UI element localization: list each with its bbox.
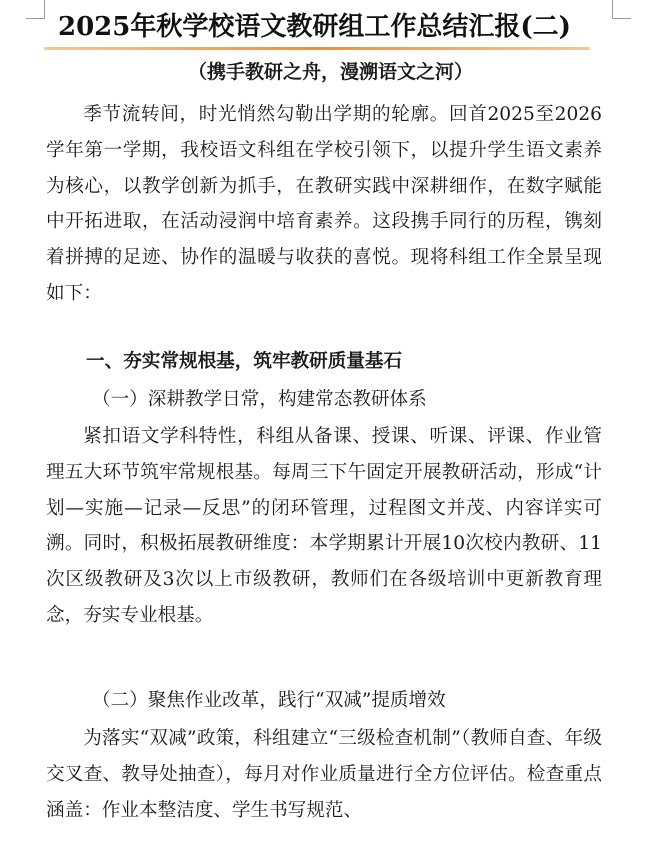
document-title: 2025年秋学校语文教研组工作总结汇报(二): [58, 12, 571, 42]
title-block: [44, 6, 590, 50]
body-paragraph-2: 为落实“双减”政策，科组建立“三级检查机制”（教师自查、年级交叉查、教导处抽查），每月对作业质量进行全方位评估。检查重点涵盖：作业本整洁度、学生书写规范、: [46, 728, 602, 821]
subsection-heading-2: （二）聚焦作业改革，践行“双减”提质增效: [92, 690, 446, 711]
crop-mark-top-left: [26, 0, 45, 19]
title-underline-rule: [44, 47, 590, 50]
document-subtitle: （携手教研之舟，漫溯语文之河）: [187, 61, 473, 83]
body-paragraph-1: 紧扣语文学科特性，科组从备课、授课、听课、评课、作业管理五大环节筑牢常规根基。每周三下午固定开展教研活动，形成“计划—实施—记录—反思”的闭环管理，过程图文并茂、内容详实可溯。同时，积极拓展教研维度：本学期累计开展10次校内教研、11次区级教研及3次以上市级教研，教师们在各级培训中更新教育理念，夯实专业根基。: [46, 426, 602, 626]
crop-mark-top-right: [612, 0, 631, 19]
intro-paragraph: 季节流转间，时光悄然勾勒出学期的轮廓。回首2025至2026学年第一学期，我校语文科组在学校引领下，以提升学生语文素养为核心，以教学创新为抓手，在教研实践中深耕细作，在数字赋能中开拓进取，在活动浸润中培育素养。这段携手同行的历程，镌刻着拼搏的足迹、协作的温暖与收获的喜悦。现将科组工作全景呈现如下：: [46, 104, 602, 304]
section-heading-1: 一、夯实常规根基，筑牢教研质量基石: [86, 351, 403, 372]
subsection-heading-1: （一）深耕教学日常，构建常态教研体系: [92, 389, 427, 410]
